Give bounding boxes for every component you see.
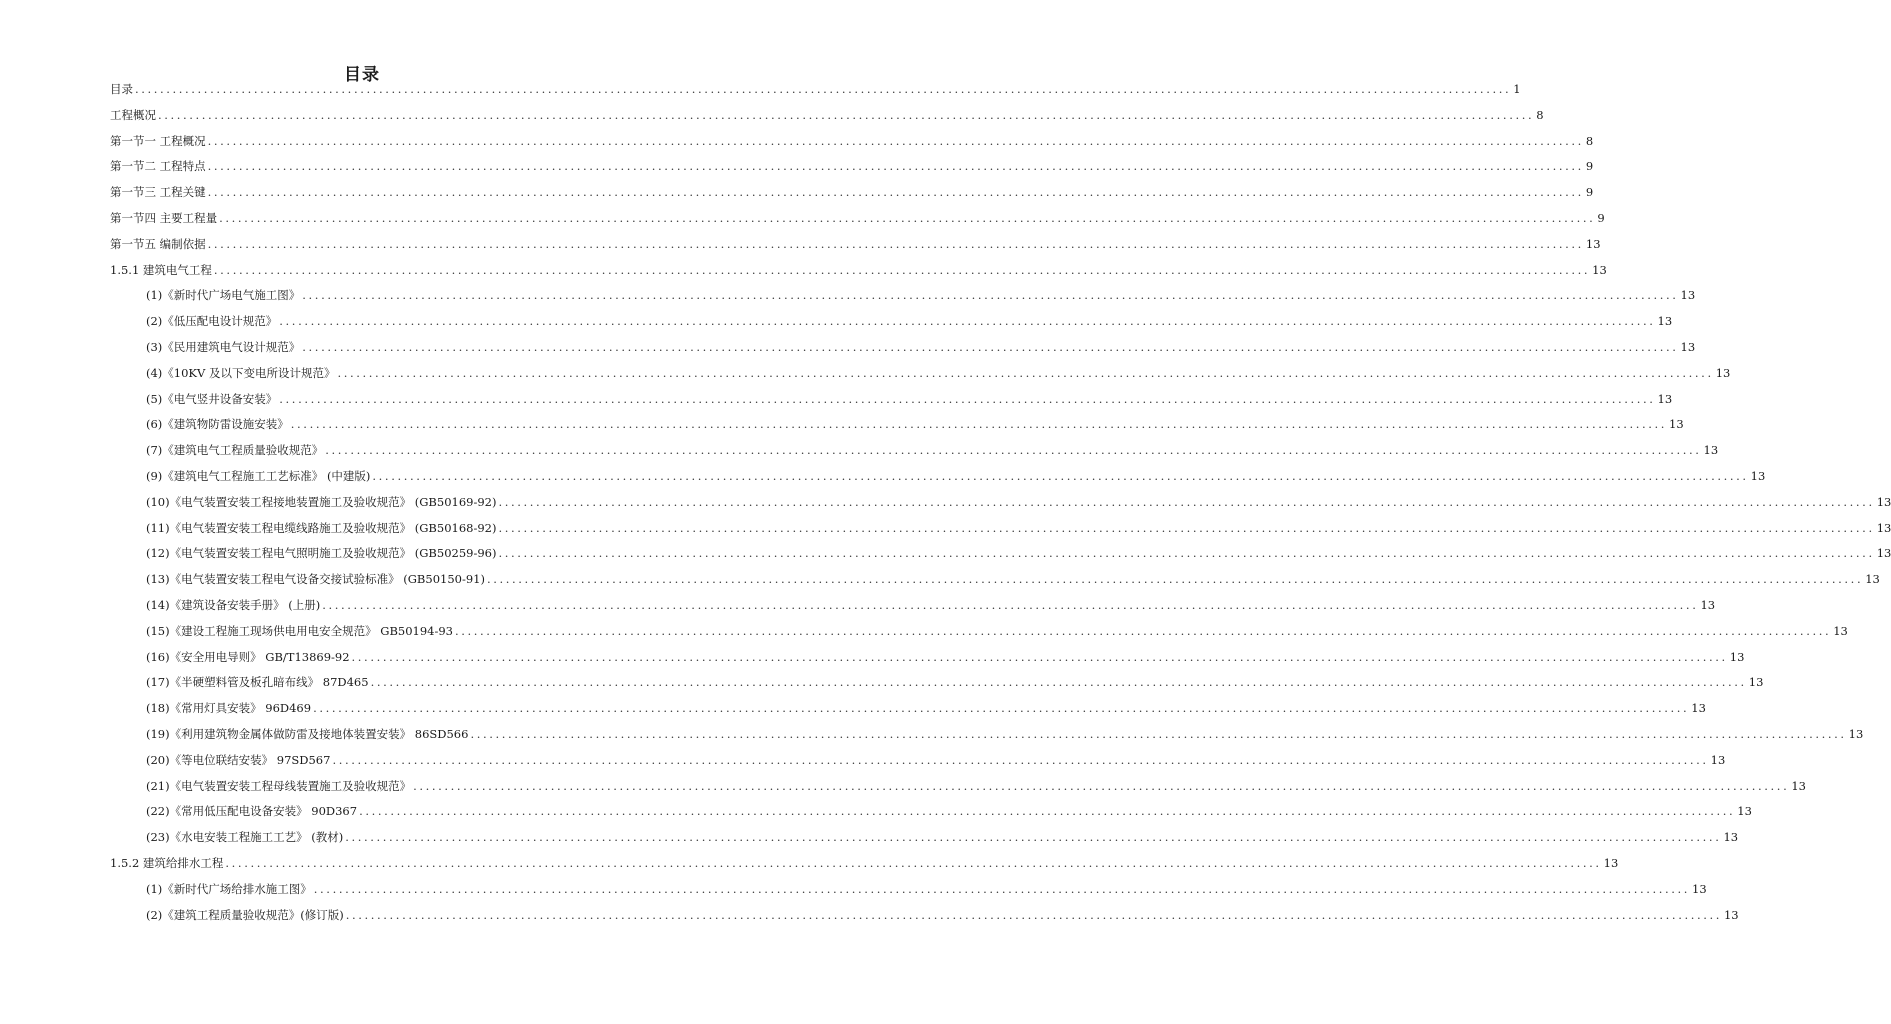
toc-entry-text: 第一节二 工程特点 — [110, 159, 206, 174]
toc-entry[interactable] — [0, 595, 1716, 615]
toc-page-number: 13 — [1715, 365, 1731, 380]
toc-entry-text: (3)《民用建筑电气设计规范》 — [146, 340, 301, 354]
toc-entry[interactable] — [0, 621, 1848, 641]
toc-page-number: 13 — [1723, 830, 1739, 845]
toc-entry-text: (12)《电气装置安装工程电气照明施工及验收规范》 (GB50259-96) — [146, 546, 497, 561]
toc-dot-leader: ............................................................................................................................................................................................................................ — [279, 391, 1656, 406]
toc-entry[interactable] — [0, 543, 1891, 563]
toc-dot-leader: ............................................................................................................................................................................................................................ — [313, 701, 1690, 716]
toc-entry-text: (22)《常用低压配电设备安装》 90D367 — [146, 804, 358, 819]
toc-page-number: 1 — [1513, 82, 1521, 96]
toc-entry-text: (19)《利用建筑物金属体做防雷及接地体装置安装》 86SD566 — [146, 727, 469, 741]
toc-entry[interactable] — [0, 182, 1594, 202]
toc-page-number: 13 — [1833, 623, 1848, 638]
toc-entry[interactable] — [0, 234, 1601, 254]
toc-dot-leader: ............................................................................................................................................................................................................................ — [135, 82, 1512, 96]
toc-page-number: 13 — [1876, 546, 1891, 561]
toc-entry[interactable] — [0, 260, 1607, 280]
toc-page-number: 13 — [1723, 907, 1739, 922]
toc-entry[interactable] — [0, 414, 1684, 434]
toc-entry[interactable] — [0, 79, 1521, 99]
toc-dot-leader: ............................................................................................................................................................................................................................ — [332, 752, 1709, 767]
toc-dot-leader: ............................................................................................................................................................................................................................ — [279, 314, 1656, 329]
toc-entry[interactable] — [0, 518, 1891, 538]
toc-entry[interactable] — [0, 750, 1726, 770]
toc-entry[interactable] — [0, 879, 1707, 899]
toc-entry-text: (21)《电气装置安装工程母线装置施工及验收规范》 — [146, 778, 412, 793]
toc-entry[interactable] — [0, 156, 1594, 176]
toc-dot-leader: ............................................................................................................................................................................................................................ — [345, 907, 1722, 922]
toc-dot-leader: ............................................................................................................................................................................................................................ — [302, 340, 1679, 354]
toc-page-number: 13 — [1657, 314, 1673, 329]
toc-entry[interactable] — [0, 337, 1696, 357]
toc-entry-text: (9)《建筑电气工程施工工艺标准》 (中建版) — [146, 469, 371, 483]
toc-dot-leader: ............................................................................................................................................................................................................................ — [207, 185, 1584, 200]
toc-dot-leader: ............................................................................................................................................................................................................................ — [219, 211, 1596, 225]
toc-entry[interactable] — [0, 208, 1605, 228]
toc-entry[interactable] — [0, 285, 1696, 305]
toc-page-number: 9 — [1585, 185, 1594, 200]
toc-entry-text: (10)《电气装置安装工程接地装置施工及验收规范》 (GB50169-92) — [146, 494, 497, 509]
toc-entry-text: (20)《等电位联结安装》 97SD567 — [146, 752, 331, 767]
toc-entry[interactable] — [0, 698, 1706, 718]
toc-entry-text: 1.5.2 建筑给排水工程 — [110, 856, 224, 870]
toc-page-number: 13 — [1680, 340, 1696, 354]
toc-page-number: 13 — [1585, 236, 1601, 251]
toc-page-number: 8 — [1585, 133, 1594, 148]
toc-entry[interactable] — [0, 492, 1891, 512]
toc-entry-text: 第一节一 工程概况 — [110, 133, 206, 148]
toc-dot-leader: ............................................................................................................................................................................................................................ — [486, 572, 1864, 587]
toc-page-number: 13 — [1680, 288, 1696, 303]
toc-dot-leader: ............................................................................................................................................................................................................................ — [498, 494, 1875, 509]
toc-entry-text: (17)《半硬塑料管及板孔暗布线》 87D465 — [146, 675, 369, 690]
toc-entry-text: (7)《建筑电气工程质量验收规范》 — [146, 443, 324, 458]
toc-entry-text: (14)《建筑设备安装手册》 (上册) — [146, 598, 321, 612]
toc-page-number: 13 — [1876, 494, 1891, 509]
toc-entry-text: (13)《电气装置安装工程电气设备交接试验标准》 (GB50150-91) — [146, 572, 485, 587]
toc-entry[interactable] — [0, 776, 1806, 796]
toc-entry-text: (2)《建筑工程质量验收规范》(修订版) — [146, 907, 344, 922]
toc-page-number: 13 — [1657, 391, 1673, 406]
toc-dot-leader: ............................................................................................................................................................................................................................ — [207, 133, 1584, 148]
toc-dot-leader: ............................................................................................................................................................................................................................ — [359, 804, 1736, 819]
toc-entry[interactable] — [0, 905, 1739, 925]
toc-entry[interactable] — [0, 647, 1745, 667]
toc-dot-leader: ............................................................................................................................................................................................................................ — [498, 520, 1875, 535]
toc-entry-text: (4)《10KV 及以下变电所设计规范》 — [146, 365, 336, 380]
toc-entry-text: (1)《新时代广场电气施工图》 — [146, 288, 301, 303]
toc-entry-text: (11)《电气装置安装工程电缆线路施工及验收规范》 (GB50168-92) — [146, 520, 497, 535]
toc-page-number: 13 — [1737, 804, 1752, 819]
toc-page-number: 13 — [1592, 262, 1607, 277]
toc-entry[interactable] — [0, 827, 1739, 847]
toc-page-number: 13 — [1703, 443, 1719, 458]
toc-page-number: 13 — [1848, 727, 1864, 741]
toc-dot-leader: ............................................................................................................................................................................................................................ — [345, 830, 1722, 845]
toc-entry-text: 第一节五 编制依据 — [110, 236, 206, 251]
toc-entry[interactable] — [0, 440, 1719, 460]
toc-entry-text: 工程概况 — [110, 107, 156, 122]
toc-entry-text: 第一节三 工程关键 — [110, 185, 206, 200]
toc-page-number: 13 — [1603, 856, 1619, 870]
toc-entry[interactable] — [0, 389, 1673, 409]
toc-entry-text: (1)《新时代广场给排水施工图》 — [146, 881, 312, 896]
toc-page-number: 9 — [1597, 211, 1605, 225]
toc-entry[interactable] — [0, 672, 1764, 692]
toc-dot-leader: ............................................................................................................................................................................................................................ — [207, 159, 1584, 174]
toc-entry-text: (16)《安全用电导则》 GB/T13869-92 — [146, 649, 350, 664]
toc-page-number: 13 — [1876, 520, 1891, 535]
toc-entry-text: (2)《低压配电设计规范》 — [146, 314, 278, 329]
toc-dot-leader: ............................................................................................................................................................................................................................ — [470, 727, 1847, 741]
toc-page-number: 13 — [1669, 417, 1684, 432]
toc-dot-leader: ............................................................................................................................................................................................................................ — [498, 546, 1875, 561]
toc-dot-leader: ............................................................................................................................................................................................................................ — [158, 107, 1535, 122]
toc-dot-leader: ............................................................................................................................................................................................................................ — [225, 856, 1602, 870]
toc-dot-leader: ............................................................................................................................................................................................................................ — [337, 365, 1714, 380]
toc-entry[interactable] — [0, 569, 1880, 589]
toc-entry[interactable] — [0, 724, 1864, 744]
toc-dot-leader: ............................................................................................................................................................................................................................ — [290, 417, 1668, 432]
toc-dot-leader: ............................................................................................................................................................................................................................ — [207, 236, 1584, 251]
toc-entry[interactable] — [0, 801, 1752, 821]
toc-title: 目录 — [344, 65, 380, 85]
toc-dot-leader: ............................................................................................................................................................................................................................ — [302, 288, 1679, 303]
toc-page-number: 13 — [1750, 469, 1766, 483]
toc-page-number: 13 — [1700, 598, 1716, 612]
toc-entry-text: 第一节四 主要工程量 — [110, 211, 218, 225]
toc-dot-leader: ............................................................................................................................................................................................................................ — [325, 443, 1702, 458]
toc-entry[interactable] — [0, 363, 1731, 383]
toc-dot-leader: ............................................................................................................................................................................................................................ — [351, 649, 1728, 664]
toc-dot-leader: ............................................................................................................................................................................................................................ — [372, 469, 1749, 483]
toc-page-number: 13 — [1691, 701, 1706, 716]
toc-dot-leader: ............................................................................................................................................................................................................................ — [370, 675, 1747, 690]
toc-entry-text: (6)《建筑物防雷设施安装》 — [146, 417, 289, 432]
toc-dot-leader: ............................................................................................................................................................................................................................ — [213, 262, 1591, 277]
toc-entry-text: 1.5.1 建筑电气工程 — [110, 262, 212, 277]
toc-entry-text: (5)《电气竖井设备安装》 — [146, 391, 278, 406]
toc-entry-text: (23)《水电安装工程施工工艺》 (教材) — [146, 830, 344, 845]
toc-entry[interactable] — [0, 131, 1594, 151]
toc-dot-leader: ............................................................................................................................................................................................................................ — [313, 881, 1691, 896]
toc-entry[interactable] — [0, 853, 1619, 873]
toc-page-number: 13 — [1729, 649, 1745, 664]
toc-dot-leader: ............................................................................................................................................................................................................................ — [413, 778, 1790, 793]
toc-entry-text: 目录 — [110, 82, 133, 96]
toc-page-number: 13 — [1710, 752, 1726, 767]
toc-page-number: 8 — [1536, 107, 1544, 122]
toc-entry-text: (15)《建设工程施工现场供电用电安全规范》 GB50194-93 — [146, 623, 453, 638]
toc-page-number: 13 — [1748, 675, 1764, 690]
toc-entry[interactable] — [0, 311, 1673, 331]
toc-page-number: 9 — [1585, 159, 1594, 174]
toc-dot-leader: ............................................................................................................................................................................................................................ — [455, 623, 1832, 638]
toc-entry-text: (18)《常用灯具安装》 96D469 — [146, 701, 312, 716]
toc-page-number: 13 — [1791, 778, 1806, 793]
toc-page-number: 13 — [1692, 881, 1707, 896]
toc-entry[interactable] — [0, 105, 1544, 125]
toc-page-number: 13 — [1865, 572, 1880, 587]
toc-dot-leader: ............................................................................................................................................................................................................................ — [322, 598, 1699, 612]
toc-entry[interactable] — [0, 466, 1766, 486]
